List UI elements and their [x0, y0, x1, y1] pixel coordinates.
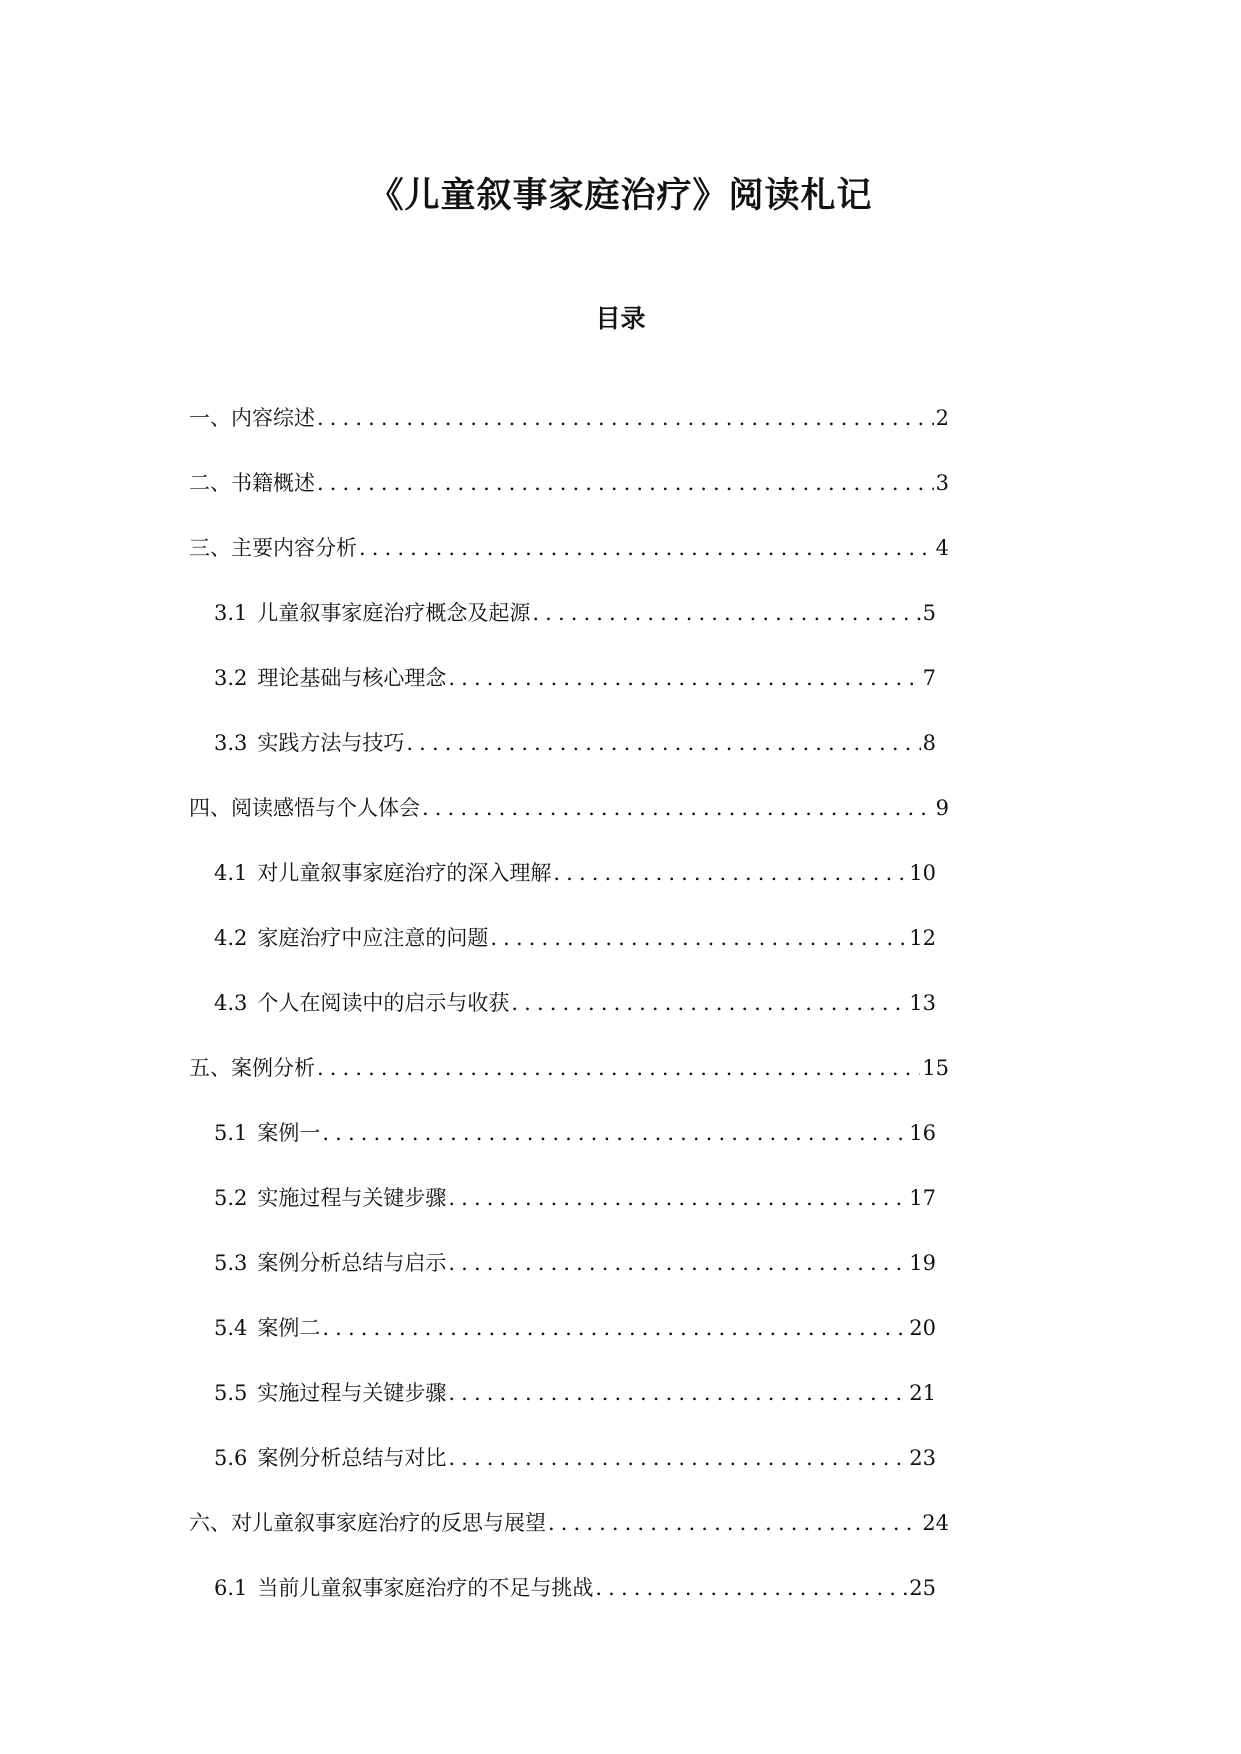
toc-entry-text: 个人在阅读中的启示与收获 — [257, 990, 510, 1015]
toc-entry-page-number: 4 — [935, 535, 949, 560]
toc-entry-text: 儿童叙事家庭治疗概念及起源 — [257, 600, 531, 625]
toc-dot-leader — [511, 988, 907, 1018]
table-of-contents — [189, 385, 949, 1620]
toc-entry-number: 4.2 — [214, 925, 248, 950]
toc-entry-label — [214, 728, 404, 758]
toc-entry-label — [214, 598, 530, 628]
toc-entry-text: 六、对儿童叙事家庭治疗的反思与展望 — [189, 1510, 546, 1535]
toc-entry-label — [214, 1443, 446, 1473]
toc-entry-text: 案例二 — [257, 1315, 321, 1340]
toc-entry-label — [214, 1183, 446, 1213]
toc-dot-leader — [317, 468, 934, 498]
toc-entry-number: 3.1 — [214, 600, 248, 625]
toc-entry-page-number: 17 — [909, 1185, 936, 1210]
toc-entry[interactable] — [189, 1425, 936, 1490]
toc-dot-leader — [422, 793, 934, 823]
toc-dot-leader — [317, 1053, 920, 1083]
toc-entry-text: 当前儿童叙事家庭治疗的不足与挑战 — [257, 1575, 594, 1600]
toc-dot-leader — [448, 663, 920, 693]
toc-entry-label — [214, 1573, 593, 1603]
toc-entry-page-number: 10 — [909, 860, 936, 885]
toc-entry[interactable] — [189, 1360, 936, 1425]
toc-entry-number: 5.4 — [214, 1315, 248, 1340]
document-title: 《儿童叙事家庭治疗》阅读札记 — [368, 175, 873, 217]
toc-entry-number: 4.1 — [214, 860, 248, 885]
toc-entry[interactable] — [189, 580, 936, 645]
toc-entry-page-number: 3 — [935, 470, 949, 495]
toc-entry-number: 3.2 — [214, 665, 248, 690]
toc-entry-text: 四、阅读感悟与个人体会 — [189, 795, 420, 820]
toc-entry-text: 五、案例分析 — [189, 1055, 315, 1080]
toc-entry-page-number: 13 — [909, 990, 936, 1015]
toc-entry-page-number: 16 — [909, 1120, 936, 1145]
toc-dot-leader — [553, 858, 907, 888]
toc-entry-label — [214, 663, 446, 693]
toc-entry-text: 理论基础与核心理念 — [257, 665, 447, 690]
toc-entry[interactable] — [189, 515, 949, 580]
toc-entry-text: 对儿童叙事家庭治疗的深入理解 — [257, 860, 552, 885]
toc-entry-label — [189, 468, 315, 498]
toc-entry[interactable] — [189, 710, 936, 775]
toc-entry-text: 二、书籍概述 — [189, 470, 315, 495]
toc-entry-label — [214, 858, 551, 888]
toc-entry-page-number: 2 — [935, 405, 949, 430]
toc-dot-leader — [448, 1183, 907, 1213]
toc-entry-text: 案例一 — [257, 1120, 321, 1145]
toc-entry[interactable] — [189, 970, 936, 1035]
toc-entry-page-number: 9 — [935, 795, 949, 820]
toc-entry-text: 家庭治疗中应注意的问题 — [257, 925, 489, 950]
toc-entry[interactable] — [189, 1100, 936, 1165]
toc-entry-number: 5.3 — [214, 1250, 248, 1275]
toc-entry[interactable] — [189, 775, 949, 840]
toc-entry[interactable] — [189, 1555, 936, 1620]
toc-entry[interactable] — [189, 450, 949, 515]
toc-dot-leader — [490, 923, 907, 953]
toc-entry-page-number: 21 — [909, 1380, 936, 1405]
toc-entry[interactable] — [189, 1230, 936, 1295]
toc-entry-page-number: 24 — [922, 1510, 949, 1535]
toc-entry-text: 实施过程与关键步骤 — [257, 1380, 447, 1405]
toc-entry-label — [189, 793, 420, 823]
toc-entry[interactable] — [189, 840, 936, 905]
toc-entry-page-number: 19 — [909, 1250, 936, 1275]
toc-entry[interactable] — [189, 645, 936, 710]
toc-entry-number: 4.3 — [214, 990, 248, 1015]
toc-entry-text: 三、主要内容分析 — [189, 535, 357, 560]
toc-entry-label — [214, 988, 509, 1018]
toc-entry-text: 案例分析总结与对比 — [257, 1445, 447, 1470]
toc-entry-page-number: 25 — [909, 1575, 936, 1600]
toc-dot-leader — [317, 403, 934, 433]
toc-entry[interactable] — [189, 1165, 936, 1230]
toc-entry-text: 一、内容综述 — [189, 405, 315, 430]
toc-entry-page-number: 15 — [922, 1055, 949, 1080]
toc-entry[interactable] — [189, 905, 936, 970]
toc-entry-label — [214, 1118, 320, 1148]
toc-entry-page-number: 7 — [922, 665, 936, 690]
toc-dot-leader — [448, 1248, 907, 1278]
toc-entry-page-number: 23 — [909, 1445, 936, 1470]
toc-dot-leader — [548, 1508, 920, 1538]
toc-heading: 目录 — [595, 303, 646, 333]
toc-dot-leader — [448, 1443, 907, 1473]
toc-dot-leader — [595, 1573, 907, 1603]
toc-entry[interactable] — [189, 1035, 949, 1100]
toc-entry-page-number: 12 — [909, 925, 936, 950]
toc-entry-text: 实践方法与技巧 — [257, 730, 405, 755]
toc-entry-number: 3.3 — [214, 730, 248, 755]
toc-entry-page-number: 8 — [922, 730, 936, 755]
toc-entry-number: 5.5 — [214, 1380, 248, 1405]
toc-entry-number: 5.2 — [214, 1185, 248, 1210]
toc-entry-text: 实施过程与关键步骤 — [257, 1185, 447, 1210]
toc-entry[interactable] — [189, 1490, 949, 1555]
toc-entry-label — [189, 1053, 315, 1083]
toc-entry[interactable] — [189, 385, 949, 450]
toc-dot-leader — [322, 1313, 907, 1343]
toc-entry-label — [214, 1313, 320, 1343]
toc-entry-page-number: 20 — [909, 1315, 936, 1340]
toc-entry-number: 6.1 — [214, 1575, 248, 1600]
toc-entry-label — [214, 923, 488, 953]
toc-entry-number: 5.6 — [214, 1445, 248, 1470]
toc-entry-label — [214, 1248, 446, 1278]
toc-entry-label — [189, 403, 315, 433]
toc-entry-label — [214, 1378, 446, 1408]
toc-dot-leader — [359, 533, 934, 563]
toc-entry-label — [189, 1508, 546, 1538]
toc-dot-leader — [322, 1118, 907, 1148]
toc-entry-text: 案例分析总结与启示 — [257, 1250, 447, 1275]
toc-entry[interactable] — [189, 1295, 936, 1360]
toc-entry-number: 5.1 — [214, 1120, 248, 1145]
toc-dot-leader — [532, 598, 920, 628]
toc-entry-label — [189, 533, 357, 563]
toc-entry-page-number: 5 — [922, 600, 936, 625]
toc-dot-leader — [406, 728, 920, 758]
toc-dot-leader — [448, 1378, 907, 1408]
